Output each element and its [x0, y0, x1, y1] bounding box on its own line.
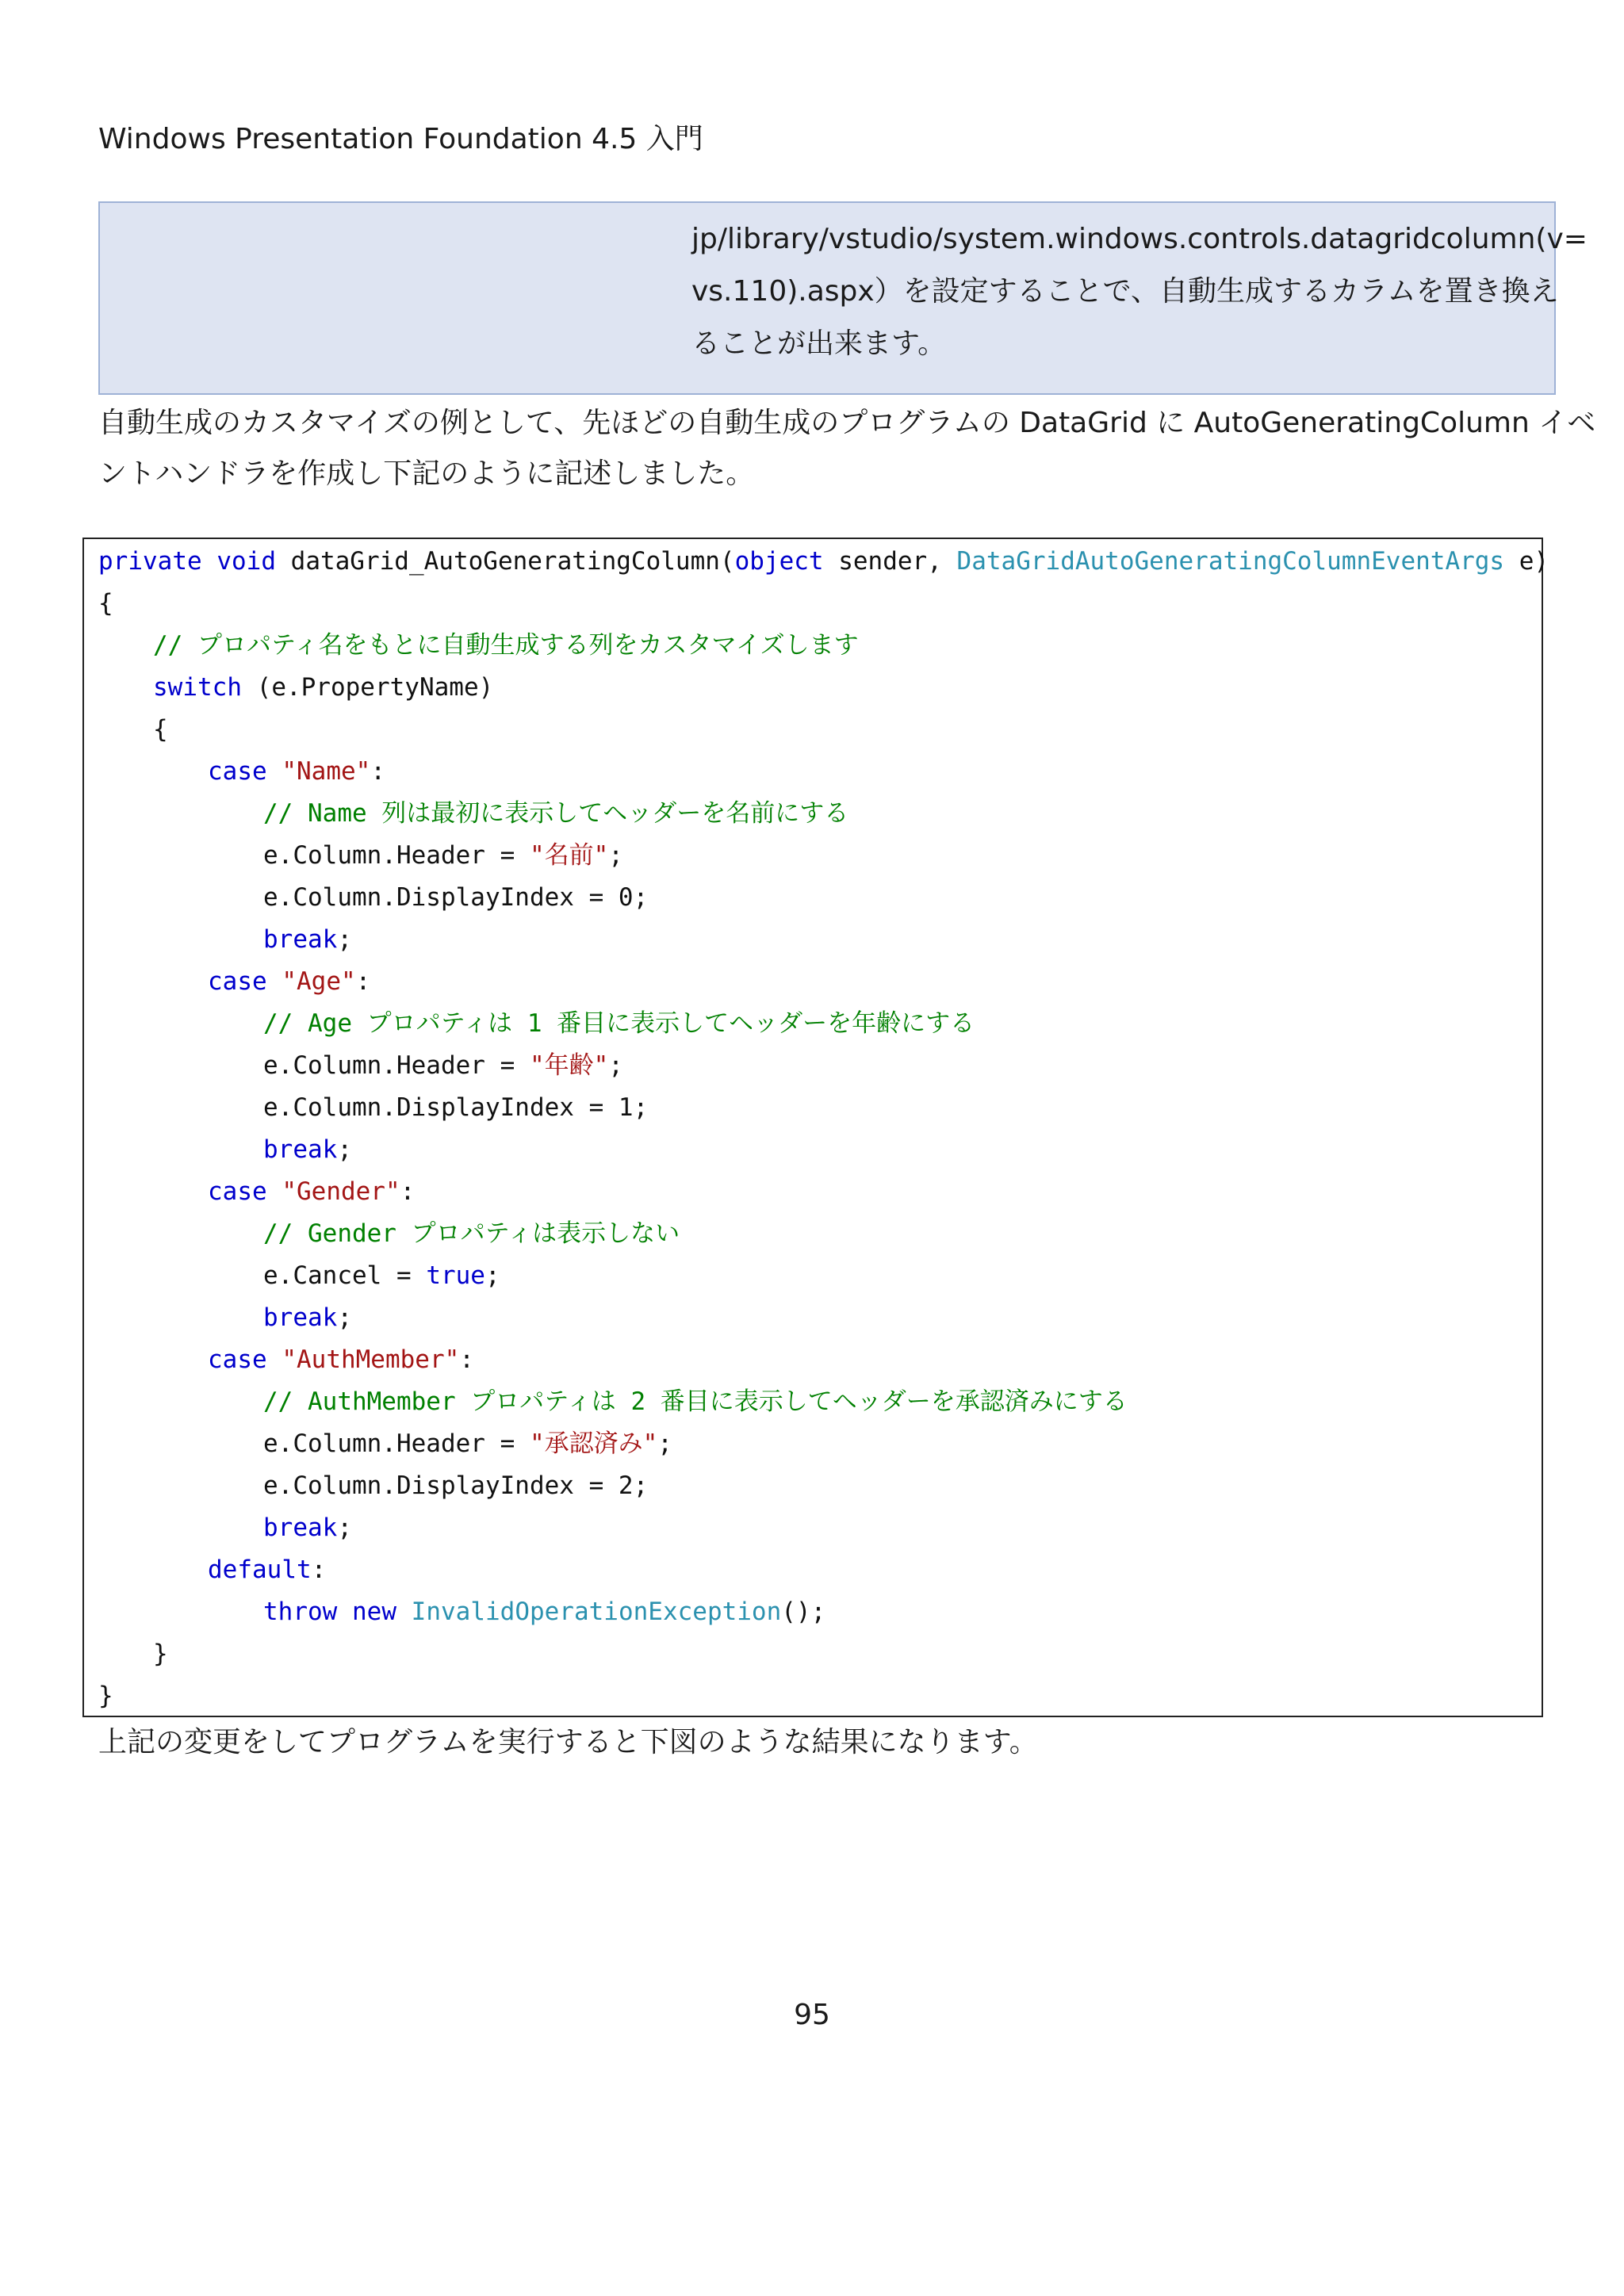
- code-text: sender,: [838, 547, 957, 576]
- code-text: (e.PropertyName): [256, 673, 494, 702]
- code-line: [263, 1258, 500, 1293]
- code-text: :: [311, 1556, 327, 1584]
- code-keyword: break: [263, 925, 338, 954]
- code-string: "AuthMember": [282, 1345, 460, 1374]
- code-line: [208, 1342, 474, 1377]
- code-line: [263, 922, 352, 957]
- outro-paragraph: 上記の変更をしてプログラムを実行すると下図のような結果になります。: [98, 1726, 1038, 1758]
- code-keyword: case: [208, 1345, 267, 1374]
- code-line: [263, 838, 623, 873]
- running-header: Windows Presentation Foundation 4.5 入門: [98, 123, 703, 155]
- code-text: :: [370, 757, 385, 786]
- note-line: jp/library/vstudio/system.windows.controls.datagridcolumn(v=: [691, 223, 1588, 255]
- code-line: [153, 670, 493, 705]
- code-string: "Age": [282, 967, 356, 996]
- code-line: e.Column.DisplayIndex = 1;: [263, 1093, 649, 1122]
- code-keyword: break: [263, 1513, 338, 1542]
- code-text: ;: [337, 1135, 352, 1164]
- code-string: "名前": [529, 841, 609, 870]
- code-line: [263, 1048, 623, 1083]
- code-text: ;: [608, 841, 623, 870]
- code-type: DataGridAutoGeneratingColumnEventArgs: [956, 547, 1505, 576]
- code-string: "承認済み": [529, 1429, 658, 1458]
- code-keyword: case: [208, 757, 267, 786]
- code-line: {: [153, 715, 168, 744]
- code-text: :: [459, 1345, 474, 1374]
- code-keyword: break: [263, 1303, 338, 1332]
- code-keyword: true: [426, 1261, 485, 1290]
- code-text: dataGrid_AutoGeneratingColumn(: [290, 547, 735, 576]
- code-text: :: [355, 967, 371, 996]
- code-line: [263, 1426, 672, 1461]
- code-text: ;: [485, 1261, 500, 1290]
- code-line: e.Column.DisplayIndex = 2;: [263, 1471, 649, 1500]
- code-line: [263, 1132, 352, 1167]
- code-comment: // Age プロパティは 1 番目に表示してヘッダーを年齢にする: [263, 1009, 975, 1038]
- code-line: [263, 1300, 352, 1335]
- code-line: [208, 964, 370, 999]
- code-text: e.Column.Header =: [263, 841, 530, 870]
- code-keyword: case: [208, 967, 267, 996]
- code-type: InvalidOperationException: [411, 1598, 782, 1626]
- code-text: ;: [608, 1051, 623, 1080]
- code-comment: // プロパティ名をもとに自動生成する列をカスタマイズします: [153, 631, 859, 660]
- code-line: }: [98, 1682, 113, 1710]
- code-line: [208, 754, 385, 789]
- code-keyword: void: [216, 547, 276, 576]
- code-comment: // AuthMember プロパティは 2 番目に表示してヘッダーを承認済みにする: [263, 1387, 1128, 1416]
- intro-line: ントハンドラを作成し下記のように記述しました。: [98, 457, 755, 490]
- code-string: "年齢": [529, 1051, 609, 1080]
- code-text: ;: [657, 1429, 672, 1458]
- code-line: [263, 1510, 352, 1545]
- code-line: [208, 1174, 415, 1209]
- code-keyword: break: [263, 1135, 338, 1164]
- code-keyword: throw: [263, 1598, 338, 1626]
- code-line: [208, 1552, 326, 1587]
- code-line: }: [153, 1640, 168, 1668]
- code-line: [263, 1594, 825, 1629]
- code-line: {: [98, 589, 113, 618]
- code-keyword: switch: [153, 673, 242, 702]
- code-line: e.Column.DisplayIndex = 0;: [263, 883, 649, 912]
- note-line: ることが出来ます。: [691, 327, 947, 360]
- code-string: "Name": [282, 757, 371, 786]
- code-text: e.Cancel =: [263, 1261, 427, 1290]
- code-block: [82, 538, 1549, 1717]
- note-box: [98, 201, 1588, 395]
- code-keyword: default: [208, 1556, 312, 1584]
- code-keyword: private: [98, 547, 202, 576]
- code-line: [98, 544, 1549, 579]
- code-text: ;: [337, 1513, 352, 1542]
- code-text: ;: [337, 925, 352, 954]
- code-comment: // Name 列は最初に表示してヘッダーを名前にする: [263, 799, 849, 828]
- code-keyword: new: [352, 1598, 396, 1626]
- code-text: :: [400, 1177, 416, 1206]
- code-text: e.Column.Header =: [263, 1429, 530, 1458]
- code-string: "Gender": [282, 1177, 400, 1206]
- code-text: e): [1519, 547, 1549, 576]
- code-text: ();: [781, 1598, 826, 1626]
- code-comment: // Gender プロパティは表示しない: [263, 1219, 680, 1248]
- code-text: e.Column.Header =: [263, 1051, 530, 1080]
- code-keyword: object: [734, 547, 824, 576]
- intro-line: 自動生成のカスタマイズの例として、先ほどの自動生成のプログラムの DataGrid に AutoGeneratingColumn イベ: [98, 407, 1596, 439]
- page-number: 95: [794, 1999, 830, 2031]
- code-keyword: case: [208, 1177, 267, 1206]
- note-line: vs.110).aspx）を設定することで、自動生成するカラムを置き換え: [691, 275, 1559, 308]
- code-text: ;: [337, 1303, 352, 1332]
